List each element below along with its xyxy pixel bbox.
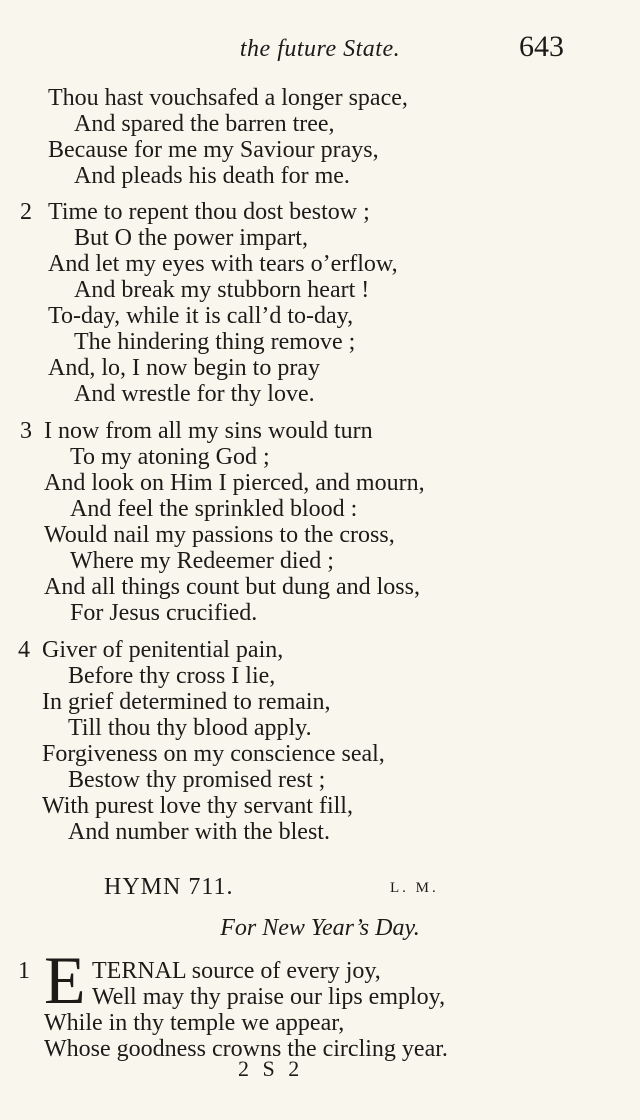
hymn-occasion: For New Year’s Day. <box>220 915 420 941</box>
stanza-2-line-2: But O the power impart, <box>74 225 308 251</box>
verse-number: 1 <box>18 958 30 984</box>
stanza-3-line-5: Would nail my passions to the cross, <box>44 522 395 548</box>
hymn-line-4: Whose goodness crowns the circling year. <box>44 1036 448 1062</box>
page-number: 643 <box>519 30 564 63</box>
stanza-2-line-4: And break my stubborn heart ! <box>74 277 370 303</box>
stanza-1-line-2: And spared the barren tree, <box>74 111 335 137</box>
page-title: the future State. <box>239 36 401 62</box>
hymn-line-1: TERNAL source of every joy, <box>92 958 381 984</box>
stanza-4-line-8: And number with the blest. <box>68 819 330 845</box>
stanza-3-line-4: And feel the sprinkled blood : <box>70 496 358 522</box>
stanza-3-line-8: For Jesus crucified. <box>70 600 258 626</box>
hymn-meter: L. M. <box>390 880 439 896</box>
stanza-2-line-6: The hindering thing remove ; <box>74 329 356 355</box>
hymn-line-2: Well may thy praise our lips employ, <box>92 984 446 1010</box>
stanza-4-line-7: With purest love thy servant fill, <box>42 793 353 819</box>
hymn-line-3: While in thy temple we appear, <box>44 1010 345 1036</box>
stanza-4-line-3: In grief determined to remain, <box>42 689 331 715</box>
stanza-2-line-3: And let my eyes with tears o’erflow, <box>48 251 398 277</box>
stanza-1-line-4: And pleads his death for me. <box>74 163 350 189</box>
stanza-4-line-2: Before thy cross I lie, <box>68 663 276 689</box>
stanza-2-line-7: And, lo, I now begin to pray <box>48 355 320 381</box>
stanza-2-line-5: To-day, while it is call’d to-day, <box>48 303 354 329</box>
stanza-1-line-1: Thou hast vouchsafed a longer space, <box>48 85 408 111</box>
signature-mark: 2 S 2 <box>238 1056 304 1081</box>
hymn-title: HYMN 711. <box>104 874 234 900</box>
stanza-4-line-5: Forgiveness on my conscience seal, <box>42 741 385 767</box>
verse-number: 3 <box>20 418 32 444</box>
stanza-4-line-6: Bestow thy promised rest ; <box>68 767 326 793</box>
verse-number: 4 <box>18 637 30 663</box>
stanza-3-line-6: Where my Redeemer died ; <box>70 548 334 574</box>
stanza-4-line-4: Till thou thy blood apply. <box>68 715 312 741</box>
stanza-1-line-3: Because for me my Saviour prays, <box>48 137 379 163</box>
drop-cap: E <box>44 942 86 1018</box>
stanza-3-line-7: And all things count but dung and loss, <box>44 574 420 600</box>
stanza-3-line-2: To my atoning God ; <box>70 444 270 470</box>
stanza-3-line-1: I now from all my sins would turn <box>44 418 373 444</box>
verse-number: 2 <box>20 199 32 225</box>
stanza-2-line-8: And wrestle for thy love. <box>74 381 315 407</box>
stanza-4-line-1: Giver of penitential pain, <box>42 637 284 663</box>
stanza-2-line-1: Time to repent thou dost bestow ; <box>48 199 370 225</box>
stanza-3-line-3: And look on Him I pierced, and mourn, <box>44 470 425 496</box>
